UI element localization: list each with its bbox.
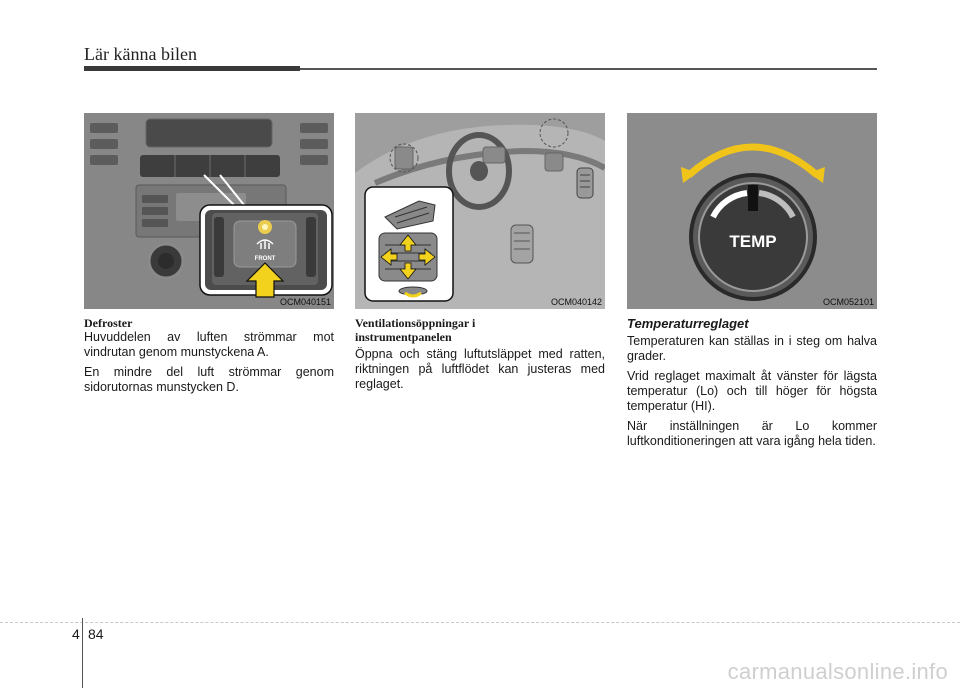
- column-temperature: [627, 316, 877, 454]
- figure-vents: [355, 113, 605, 309]
- paragraph: Vrid reglaget maximalt åt vänster för lägsta temperatur (Lo) och till höger för högsta temperatur (HI).: [627, 369, 877, 413]
- temp-knob-illustration: [627, 113, 877, 309]
- figure-code: OCM040142: [550, 297, 602, 307]
- figure-code: OCM040151: [279, 297, 331, 307]
- watermark: carmanualsonline.info: [727, 659, 948, 684]
- header-title: Lär känna bilen: [84, 44, 197, 64]
- paragraph: Temperaturen kan ställas in i steg om halva grader.: [627, 334, 877, 363]
- footer-divider: [82, 618, 83, 688]
- temp-knob-label: TEMP: [729, 232, 777, 251]
- section-heading-vents-line1: Ventilationsöppningar i: [355, 316, 476, 330]
- column-vents: [355, 316, 605, 397]
- footer-rule: [0, 622, 960, 623]
- defroster-illustration: [84, 113, 334, 309]
- section-heading-defroster: Defroster: [84, 316, 133, 330]
- page-number: 84: [88, 626, 104, 642]
- figure-temp-knob: [627, 113, 877, 309]
- section-heading-temperature: Temperaturreglaget: [627, 316, 749, 331]
- paragraph: Öppna och stäng luftutsläppet med ratten, riktningen på luftflödet kan justeras med reglaget.: [355, 347, 605, 391]
- chapter-number: 4: [72, 626, 80, 642]
- paragraph: När inställningen är Lo kommer luftkonditioneringen att vara igång hela tiden.: [627, 419, 877, 448]
- paragraph: Huvuddelen av luften strömmar mot vindrutan genom munstyckena A.: [84, 330, 334, 359]
- header-rule: [300, 68, 877, 70]
- header-bar: [84, 66, 300, 71]
- figure-code: OCM052101: [822, 297, 874, 307]
- front-button-label: FRONT: [254, 256, 276, 262]
- section-heading-vents-line2: instrumentpanelen: [355, 330, 452, 344]
- figure-defroster: [84, 113, 334, 309]
- vents-illustration: [355, 113, 605, 309]
- column-defroster: [84, 316, 334, 400]
- paragraph: En mindre del luft strömmar genom sidorutornas munstycken D.: [84, 365, 334, 394]
